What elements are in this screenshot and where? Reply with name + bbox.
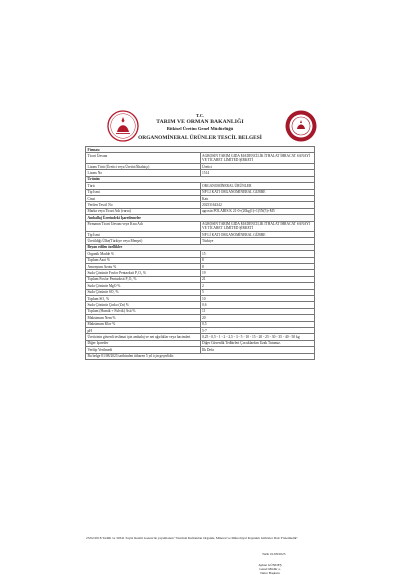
field-value: 5-7 <box>200 327 315 333</box>
field-label: Tip İsmi <box>86 232 201 238</box>
field-value: 20253164342 <box>200 202 315 208</box>
field-value: 19 <box>200 270 315 276</box>
signatory-dept: Daire Başkanı <box>260 571 280 575</box>
field-value: agrosin POLARIS K 21-0+(20kg)1(+1)5N(5)+M5 <box>200 208 315 214</box>
field-value: 0,25 - 0,5 - 1 - 2 - 2,5 - 3 - 5 - 10 - 15 - 20 - 25 - 30 - 35 - 40 - 50 kg <box>200 334 315 340</box>
field-label: Maksimum Klor % <box>86 321 201 327</box>
field-value: NP LI KATI ORGANOMİNERAL GÜBRE <box>200 189 315 195</box>
table-row <box>86 153 315 164</box>
field-value: 8 <box>200 257 315 263</box>
field-label: Organik Madde % <box>86 251 201 257</box>
signatory-name: Ayhan GÜNDEŞ <box>258 563 282 567</box>
field-value: 15 <box>200 251 315 257</box>
issue-date: Tarih 01/08/2025 <box>262 552 286 556</box>
field-value: 0,5 <box>200 321 315 327</box>
field-label: Suda Çözünür Fosfor Pentaoksit P₂O₅ % <box>86 270 201 276</box>
registration-table <box>85 146 315 360</box>
field-label: Türü <box>86 183 201 189</box>
field-value: 1514 <box>200 170 315 176</box>
field-label: Marka veya Ticari Adı (varsa) <box>86 208 201 214</box>
validity-row <box>86 353 315 359</box>
signatory-title: Genel Müdür a. <box>259 567 281 572</box>
field-label: Cinsi <box>86 195 201 201</box>
section-heading: Amballaj Üzerindeki İşaretlemeler <box>86 215 315 221</box>
beyan-rows <box>86 251 315 353</box>
field-label: Lisans Türü (Üretici veya Üretici/İthalatçı) <box>86 163 201 169</box>
field-value: NP Lİ KATI ORGANOMİNERAL GÜBRE <box>200 232 315 238</box>
field-value: 10 <box>200 296 315 302</box>
field-label: Üretildiği Ülke(Türkiye veya Menşei) <box>86 238 201 244</box>
header-directorate: Bitkisel Üretim Genel Müdürlüğü <box>166 126 234 131</box>
field-label: Lisans No <box>86 170 201 176</box>
field-value: Türkiye <box>200 238 315 244</box>
field-label: Firmanın Ticari Ünvanı veya Kısa Adı <box>86 221 201 232</box>
field-value: 8 <box>200 264 315 270</box>
field-label: Suda Çözünür SO₃ % <box>86 289 201 295</box>
field-label: Toplam Azot % <box>86 257 201 263</box>
field-label: Suda Çözünür MgO % <box>86 283 201 289</box>
field-value: 20 <box>200 315 315 321</box>
signature-block <box>240 563 300 575</box>
table-row <box>86 221 315 232</box>
field-label: Üreticinin güvenli teslimat için ambalaj ve net ağırlıklar veya hacimleri <box>86 334 201 340</box>
urun-rows <box>86 183 315 215</box>
field-value: 5 <box>200 289 315 295</box>
field-label: Tip İsmi <box>86 189 201 195</box>
field-value: AGROSIN TARIM GIDA MADENCİLİK İTHALAT İHRACAT SANAYİ VE TİCARET LİMİTED ŞİRKETİ <box>200 221 315 232</box>
field-value: İlk Defa <box>200 347 315 353</box>
header-ministry: TARIM VE ORMAN BAKANLIĞI <box>156 119 244 125</box>
section-heading: Beyan edilen özellikler <box>86 244 315 250</box>
field-label: Verilip Verilmedi <box>86 347 201 353</box>
field-value: Katı <box>200 195 315 201</box>
field-label: Amonyum Azotu % <box>86 264 201 270</box>
field-value: Üretici <box>200 163 315 169</box>
field-label: pH <box>86 327 201 333</box>
field-value: 2 <box>200 283 315 289</box>
field-label: Toplam (Humik + Fulvik) Asit % <box>86 308 201 314</box>
field-label: Maksimum Nem % <box>86 315 201 321</box>
firma-rows <box>86 153 315 176</box>
field-value: ORGANOMİNERAL ÜRÜNLER <box>200 183 315 189</box>
field-label: Toplam SO₃ % <box>86 296 201 302</box>
document-title: ORGANOMİNERAL ÜRÜNLER TESCİL BELGESİ <box>138 135 262 141</box>
field-label: Toplam Fosfor Pentaoksit P₂O₅ % <box>86 276 201 282</box>
section-heading: Ürünün <box>86 176 315 182</box>
ithal-rows <box>86 221 315 244</box>
field-label: Diğer İşaretler <box>86 340 201 346</box>
field-value: AGROSIN TARIM GIDA MADENCİLİK İTHALAT İHRACAT SANAYİ VE TİCARET LİMİTED ŞİRKETİ <box>200 153 315 164</box>
header-tc: T.C. <box>195 113 205 118</box>
field-label: Verilen Tescil No <box>86 202 201 208</box>
validity-text: Bu belge 01/08/2025 tarihinden itibaren 5 yıl için geçerlidir. <box>86 353 315 359</box>
field-value: 11 <box>200 308 315 314</box>
field-label: Suda Çözünür Çinko (Zn) % <box>86 302 201 308</box>
field-value: 21 <box>200 276 315 282</box>
field-label: Ticari Ünvanı <box>86 153 201 164</box>
field-value: Diğer Güvenlik Tedbirleri Çocuklardan Uzak Tutunuz. <box>200 340 315 346</box>
regulation-footnote: 23/02/2018 Tarihli ve 30341 Sayılı Resmi Gazete'de yayımlanan "Tarımda Kullanılan Organik, Mineral ve Mikrobiyal Kaynaklı Gübreler Dair Yönetmelik" <box>86 536 298 540</box>
section-heading: Firması <box>86 147 315 153</box>
field-value: 0,6 <box>200 302 315 308</box>
